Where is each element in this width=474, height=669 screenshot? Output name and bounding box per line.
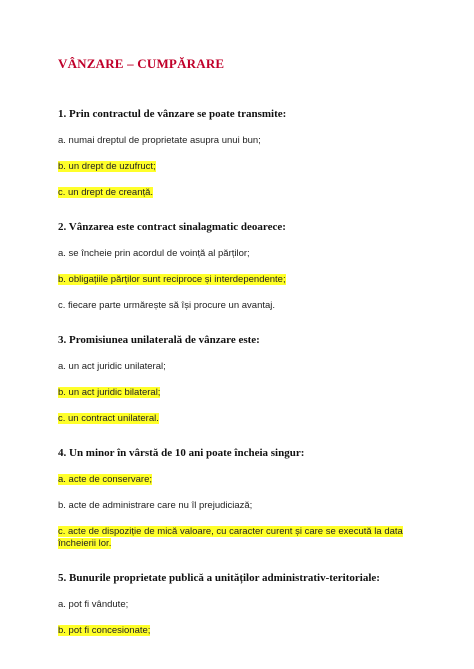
option-c [58,413,434,425]
question-5 [58,571,434,637]
option-text: c. un drept de creanță. [58,187,154,198]
option-b [58,625,434,637]
question-text: 2. Vânzarea este contract sinalagmatic deoarece: [58,221,286,233]
option-text: a. pot fi vândute; [58,599,129,610]
option-a [58,135,434,147]
option-c [58,526,434,550]
option-text: b. pot fi concesionate; [58,625,151,636]
document-title: VÂNZARE – CUMPĂRARE [58,56,225,71]
option-text: a. se încheie prin acordul de voință al părților; [58,248,250,259]
question-text: 1. Prin contractul de vânzare se poate transmite: [58,108,287,120]
option-text: b. un drept de uzufruct; [58,161,156,172]
question-2 [58,220,434,312]
question-text: 5. Bunurile proprietate publică a unităților administrativ-teritoriale: [58,572,380,584]
question-4 [58,446,434,550]
option-c [58,300,434,312]
option-a [58,474,434,486]
question-1 [58,107,434,199]
option-text: c. un contract unilateral. [58,413,159,424]
option-text: a. numai dreptul de proprietate asupra unui bun; [58,135,261,146]
option-a [58,248,434,260]
question-3 [58,333,434,425]
option-text: b. un act juridic bilateral; [58,387,161,398]
option-c [58,187,434,199]
question-text: 4. Un minor în vârstă de 10 ani poate încheia singur: [58,447,305,459]
option-text: a. acte de conservare; [58,474,152,485]
option-b [58,500,434,512]
option-b [58,274,434,286]
question-text: 3. Promisiunea unilaterală de vânzare este: [58,334,260,346]
option-a [58,599,434,611]
option-text: c. fiecare parte urmărește să își procure un avantaj. [58,300,276,311]
option-b [58,161,434,173]
option-text: b. obligațiile părților sunt reciproce și interdependente; [58,274,286,285]
option-b [58,387,434,399]
option-text: b. acte de administrare care nu îl prejudiciază; [58,500,253,511]
option-text: c. acte de dispoziție de mică valoare, cu caracter curent și care se execută la data încheierii lor. [58,526,403,549]
option-a [58,361,434,373]
option-text: a. un act juridic unilateral; [58,361,166,372]
